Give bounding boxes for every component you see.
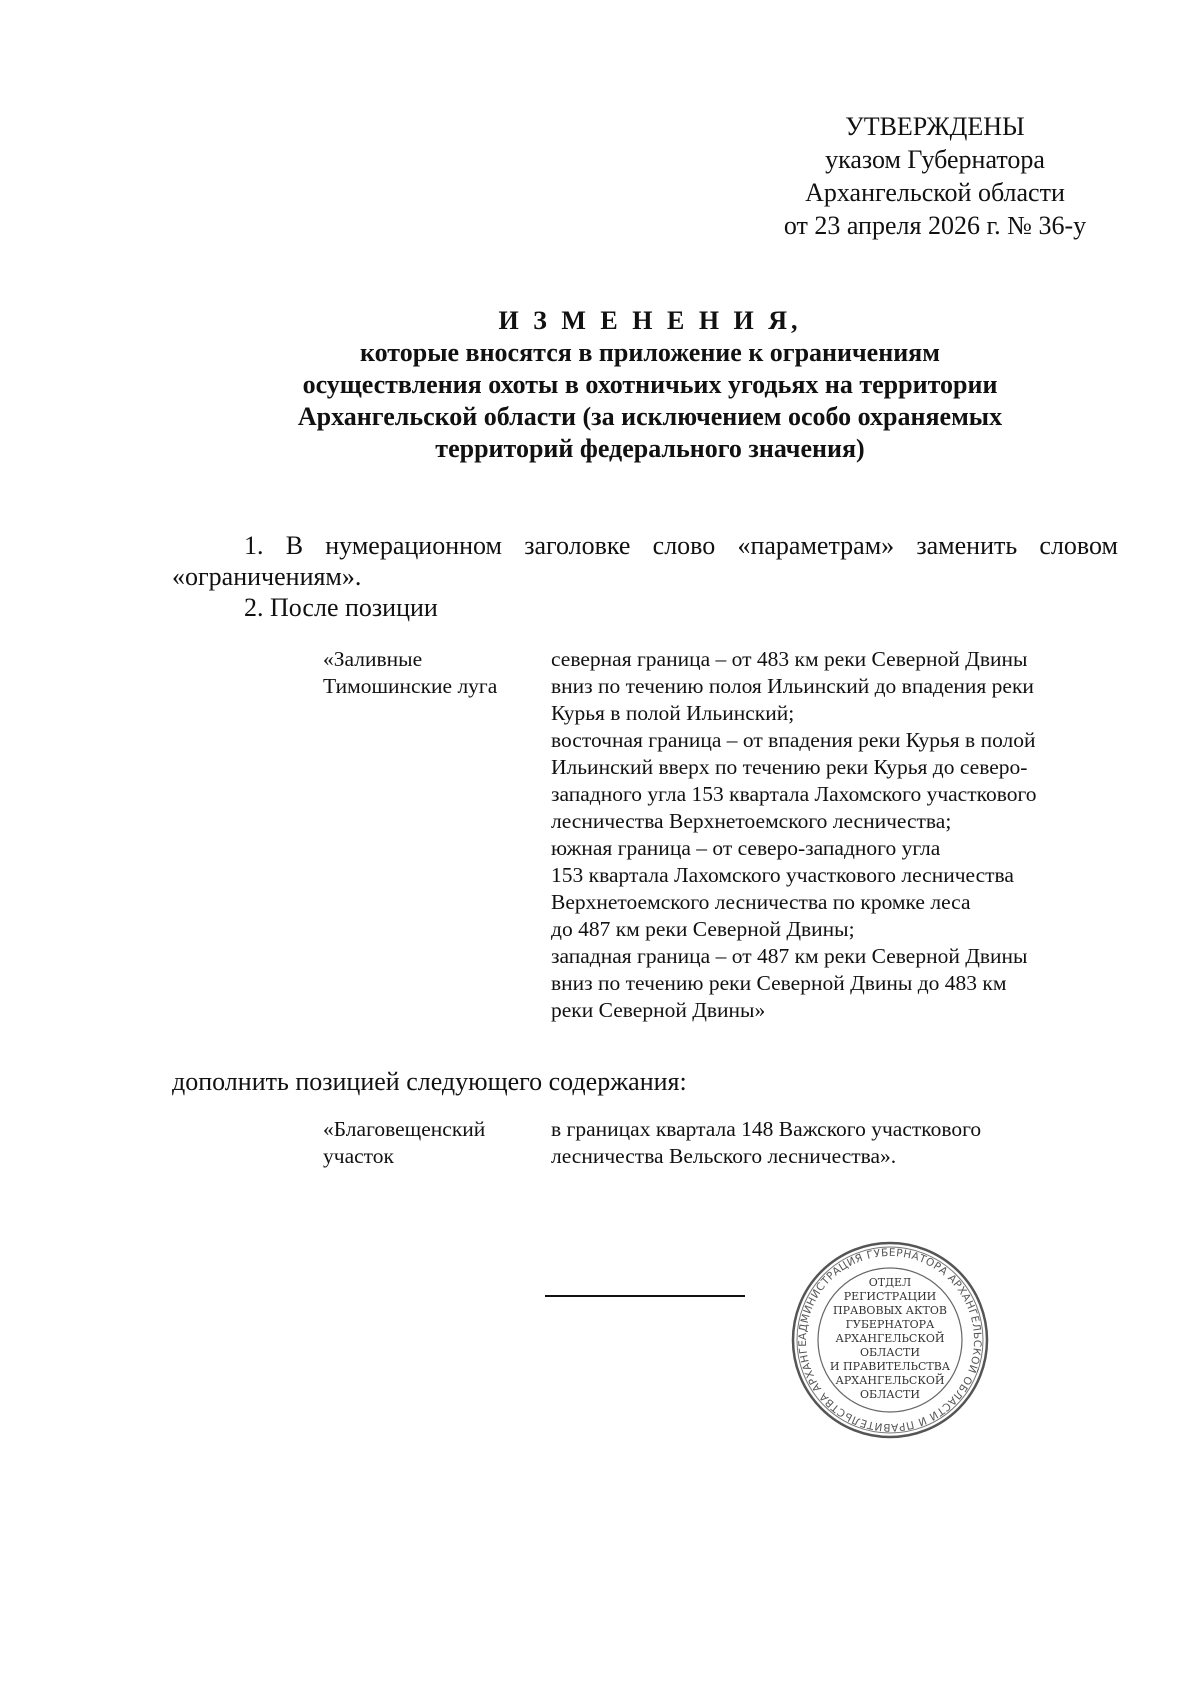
title-line: которые вносятся в приложение к ограничениям	[360, 338, 940, 367]
description-line: в границах квартала 148 Важского участкового	[551, 1117, 982, 1141]
stamp-line: ГУБЕРНАТОРА	[845, 1318, 935, 1331]
position-name-line: Тимошинские луга	[323, 674, 498, 698]
position-new	[323, 1116, 1123, 1176]
document-title	[170, 305, 1130, 465]
stamp-line: ПРАВОВЫХ АКТОВ	[833, 1304, 947, 1317]
signature-line	[545, 1295, 745, 1297]
paragraph-3: дополнить позицией следующего содержания:	[172, 1067, 687, 1096]
approval-line: УТВЕРЖДЕНЫ	[845, 112, 1025, 141]
paragraph-2: 2. После позиции	[244, 593, 438, 622]
title-main: И З М Е Н Е Н И Я,	[498, 306, 802, 335]
stamp-line: И ПРАВИТЕЛЬСТВА	[829, 1360, 951, 1373]
approval-block	[760, 110, 1110, 242]
description-line: северная граница – от 483 км реки Северной Двины	[551, 647, 1028, 671]
position-description	[551, 646, 1131, 1024]
description-line: 153 квартала Лахомского участкового лесничества	[551, 863, 1014, 887]
description-line: Ильинский вверх по течению реки Курья до северо-	[551, 755, 1028, 779]
description-line: западного угла 153 квартала Лахомского участкового	[551, 782, 1037, 806]
position-description	[551, 1116, 1131, 1170]
description-line: южная граница – от северо-западного угла	[551, 836, 941, 860]
stamp-line: РЕГИСТРАЦИИ	[843, 1290, 937, 1303]
stamp-line: ОТДЕЛ	[868, 1276, 912, 1289]
position-name-line: участок	[323, 1144, 394, 1168]
position-name-line: «Благовещенский	[323, 1117, 486, 1141]
approval-line: от 23 апреля 2026 г. № 36-у	[783, 211, 1087, 240]
stamp-center-text	[818, 1276, 962, 1402]
description-line: лесничества Верхнетоемского лесничества;	[551, 809, 952, 833]
description-line: вниз по течению полоя Ильинский до впадения реки	[551, 674, 1034, 698]
position-old	[323, 646, 1123, 1036]
approval-line: указом Губернатора	[825, 145, 1045, 174]
description-line: Верхнетоемского лесничества по кромке леса	[551, 890, 971, 914]
description-line: Курья в полой Ильинский;	[551, 701, 795, 725]
description-line: западная граница – от 487 км реки Северной Двины	[551, 944, 1028, 968]
position-name	[323, 1116, 543, 1170]
position-name	[323, 646, 543, 700]
official-stamp	[790, 1240, 990, 1440]
stamp-line: АРХАНГЕЛЬСКОЙ	[835, 1332, 945, 1345]
stamp-line: ОБЛАСТИ	[860, 1346, 920, 1359]
approval-line: Архангельской области	[805, 178, 1065, 207]
svg-text:АДМИНИСТРАЦИЯ ГУБЕРНАТОРА АРХА: АДМИНИСТРАЦИЯ ГУБЕРНАТОРА АРХАНГЕЛЬСКОЙ ОБЛАСТИ И ПРАВИТЕЛЬСТВА АРХАНГЕ	[796, 1246, 984, 1434]
paragraph-1: 1. В нумерационном заголовке слово «параметрам» заменить словом «ограничениям».	[172, 531, 1118, 591]
description-line: реки Северной Двины»	[551, 998, 766, 1022]
title-line: территорий федерального значения)	[435, 434, 865, 463]
description-line: вниз по течению реки Северной Двины до 483 км	[551, 971, 1007, 995]
description-line: восточная граница – от впадения реки Курья в полой	[551, 728, 1036, 752]
description-line: до 487 км реки Северной Двины;	[551, 917, 855, 941]
stamp-line: АРХАНГЕЛЬСКОЙ	[835, 1374, 945, 1387]
title-line: осуществления охоты в охотничьих угодьях на территории	[302, 370, 998, 399]
description-line: лесничества Вельского лесничества».	[551, 1144, 897, 1168]
position-name-line: «Заливные	[323, 647, 423, 671]
title-line: Архангельской области (за исключением особо охраняемых	[297, 402, 1003, 431]
stamp-line: ОБЛАСТИ	[860, 1388, 920, 1401]
